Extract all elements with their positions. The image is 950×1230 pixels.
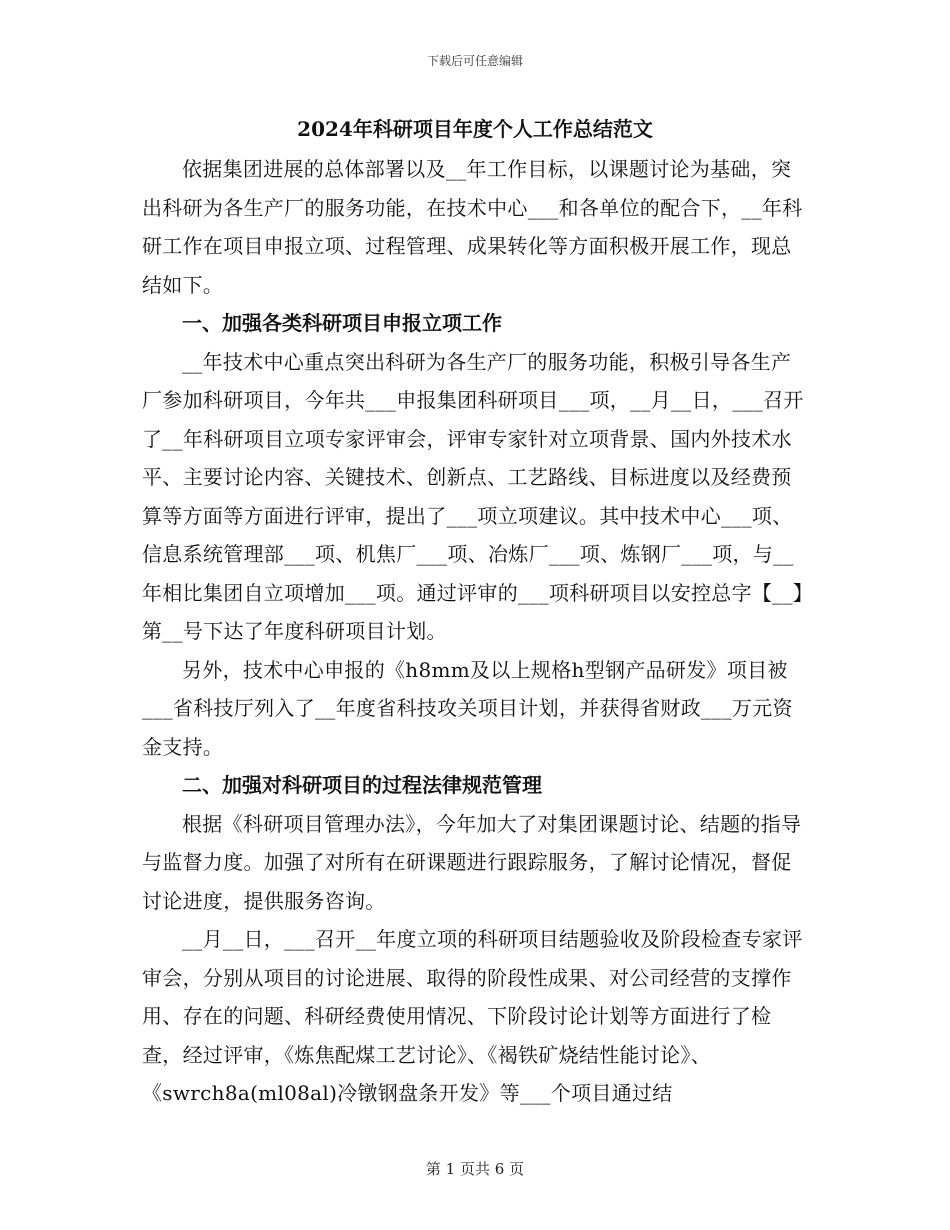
page-footer: 第 1 页共 6 页: [425, 1160, 525, 1178]
section-1-paragraph-2: 另外，技术中心申报的《h8mm及以上规格h型钢产品研发》项目被___省科技厅列入了__年度省科技攻关项目计划，并获得省财政___万元资金支持。: [142, 657, 793, 759]
document-title: 2024年科研项目年度个人工作总结范文: [297, 117, 653, 141]
section-1-paragraph-1: __年技术中心重点突出科研为各生产厂的服务功能，积极引导各生产厂参加科研项目，今年共___申报集团科研项目___项，__月__日，___召开了__年科研项目立项专家评审会，评审专家针对立项背景、国内外技术水平、主要讨论内容、关键技术、创新点、工艺路线、目标进度以及经费预算等方面等方面进行评审，提出了___项立项建议。其中技术中心___项、信息系统管理部___项、机焦厂___项、冶炼厂___项、炼钢厂___项，与__年相比集团自立项增加___项。通过评审的___项科研项目以安控总字【__】第__号下达了年度科研项目计划。: [142, 349, 804, 643]
document-body: [142, 114, 808, 1113]
section-heading-1: 一、加强各类科研项目申报立项工作: [182, 311, 502, 335]
section-2-paragraph-1: 根据《科研项目管理办法》，今年加大了对集团课题讨论、结题的指导与监督力度。加强了对所有在研课题进行跟踪服务，了解讨论情况，督促讨论进度，提供服务咨询。: [142, 811, 802, 913]
section-heading-2: 二、加强对科研项目的过程法律规范管理: [182, 773, 542, 797]
section-2-paragraph-2: __月__日，___召开__年度立项的科研项目结题验收及阶段检查专家评审会，分别从项目的讨论进展、取得的阶段性成果、对公司经营的支撑作用、存在的问题、科研经费使用情况、下阶段讨论计划等方面进行了检查，经过评审，《炼焦配煤工艺讨论》、《褐铁矿烧结性能讨论》、《swrch8a(ml08al)冷镦钢盘条开发》等___个项目通过结: [142, 927, 803, 1105]
header-note: 下载后可任意编辑: [426, 54, 523, 68]
intro-paragraph: 依据集团进展的总体部署以及__年工作目标，以课题讨论为基础，突出科研为各生产厂的服务功能，在技术中心___和各单位的配合下，__年科研工作在项目申报立项、过程管理、成果转化等方面积极开展工作，现总结如下。: [142, 157, 803, 297]
